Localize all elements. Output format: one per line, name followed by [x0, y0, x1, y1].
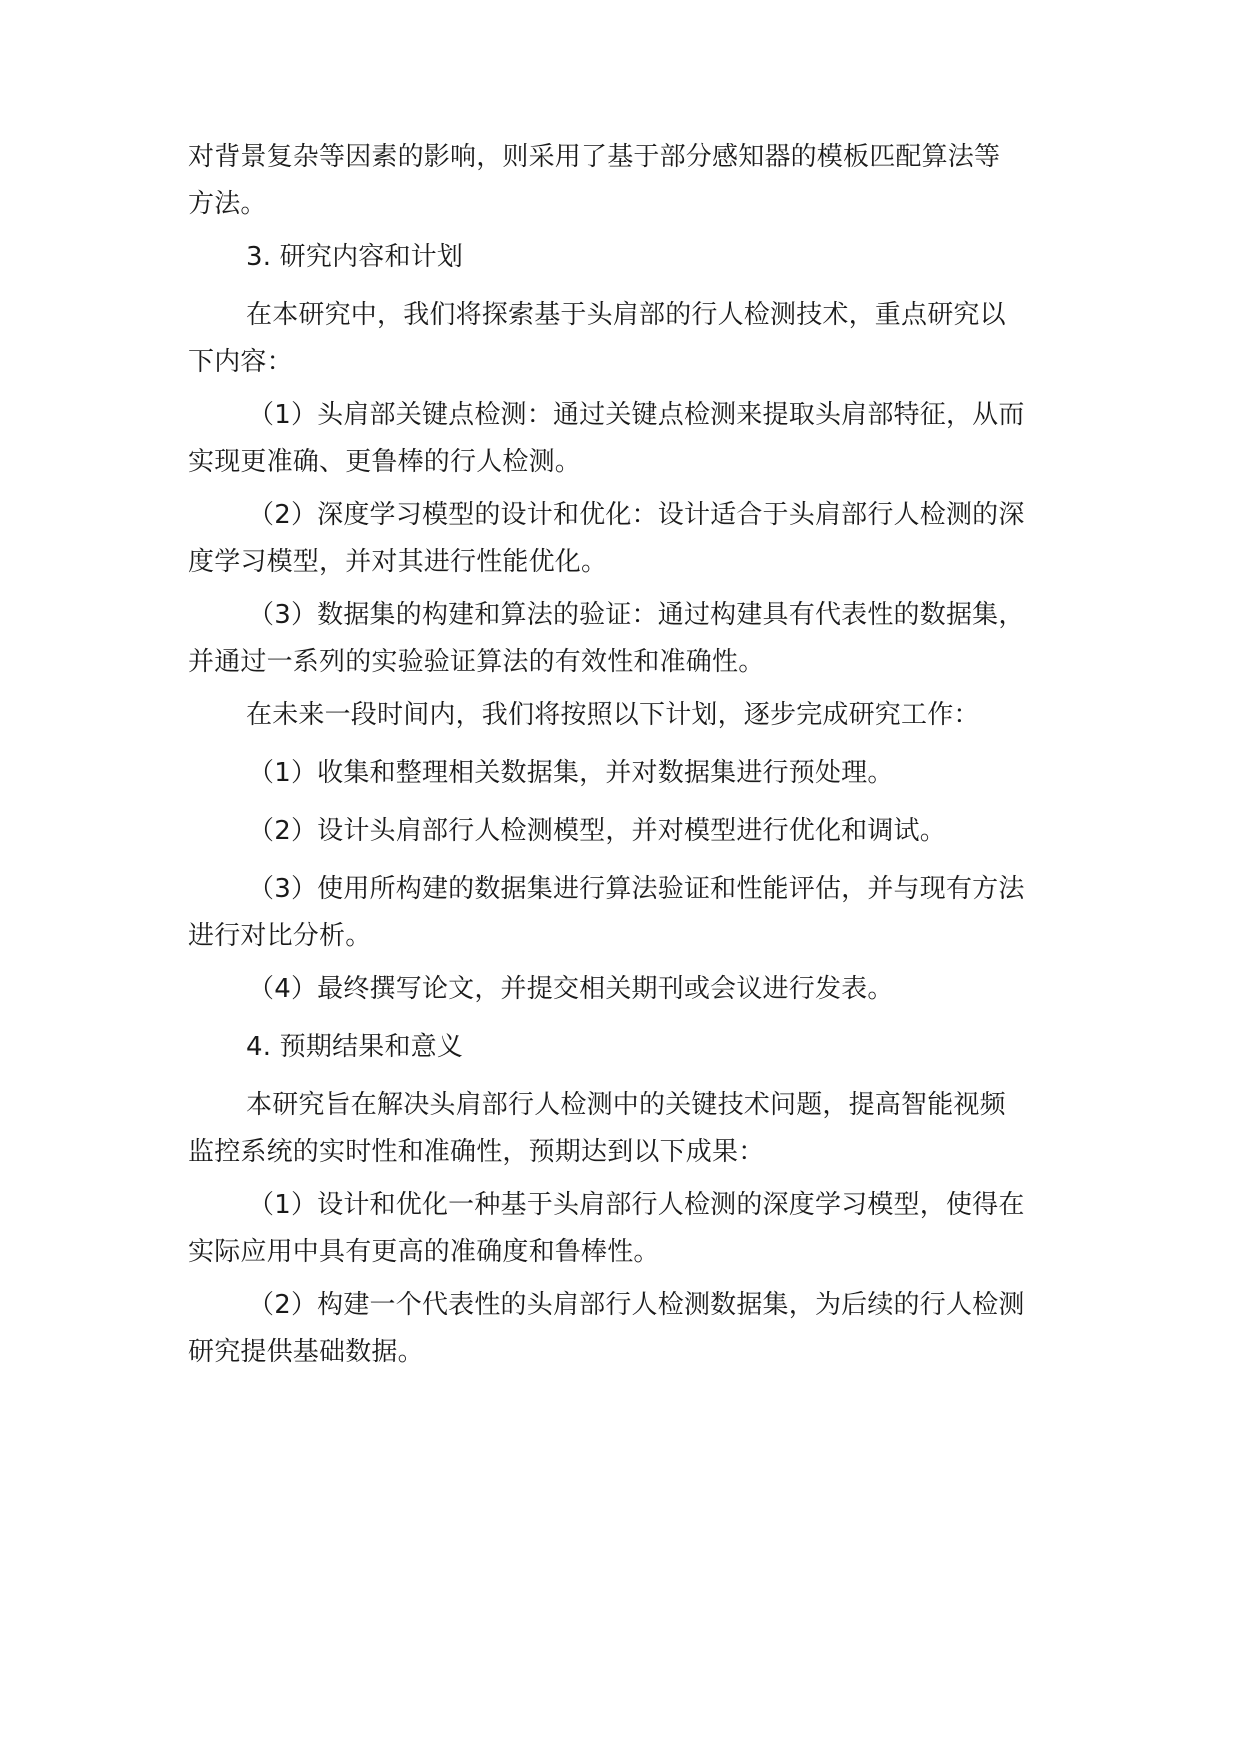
- text-line: （3）使用所构建的数据集进行算法验证和性能评估，并与现有方法: [248, 874, 1025, 904]
- text-line: 实现更准确、更鲁棒的行人检测。: [188, 447, 582, 477]
- text-line: 在本研究中，我们将探索基于头肩部的行人检测技术，重点研究以: [246, 300, 1006, 330]
- text-line: （1）设计和优化一种基于头肩部行人检测的深度学习模型，使得在: [248, 1190, 1025, 1220]
- list-item-plan-2: [188, 808, 1058, 855]
- text-line: （3）数据集的构建和算法的验证：通过构建具有代表性的数据集，: [248, 600, 1025, 630]
- text-line: 进行对比分析。: [188, 921, 372, 951]
- text-line: 对背景复杂等因素的影响，则采用了基于部分感知器的模板匹配算法等: [188, 142, 1001, 172]
- paragraph-expected-intro: [188, 1082, 1058, 1176]
- list-item-plan-3: [188, 866, 1058, 960]
- section-heading-expected-results: [188, 1024, 1058, 1071]
- text-line: （4）最终撰写论文，并提交相关期刊或会议进行发表。: [248, 974, 894, 1004]
- text-line: 本研究旨在解决头肩部行人检测中的关键技术问题，提高智能视频: [246, 1090, 1006, 1120]
- paragraph-plan-intro: [188, 692, 1058, 739]
- text-line: 研究提供基础数据。: [188, 1337, 424, 1367]
- text-line: 方法。: [188, 189, 267, 219]
- section-heading-research-content: [188, 234, 1058, 281]
- list-item-expected-1: [188, 1182, 1058, 1276]
- text-line: 监控系统的实时性和准确性，预期达到以下成果：: [188, 1137, 765, 1167]
- list-item-expected-2: [188, 1282, 1058, 1376]
- text-line: （1）头肩部关键点检测：通过关键点检测来提取头肩部特征，从而: [248, 400, 1025, 430]
- list-item-plan-1: [188, 750, 1058, 797]
- text-line: （2）深度学习模型的设计和优化：设计适合于头肩部行人检测的深: [248, 500, 1025, 530]
- text-line: 并通过一系列的实验验证算法的有效性和准确性。: [188, 647, 765, 677]
- text-line: （2）设计头肩部行人检测模型，并对模型进行优化和调试。: [248, 816, 946, 846]
- text-line: 实际应用中具有更高的准确度和鲁棒性。: [188, 1237, 660, 1267]
- paragraph-research-intro: [188, 292, 1058, 386]
- text-line: 在未来一段时间内，我们将按照以下计划，逐步完成研究工作：: [246, 700, 980, 730]
- text-line: （1）收集和整理相关数据集，并对数据集进行预处理。: [248, 758, 894, 788]
- text-line: 4. 预期结果和意义: [246, 1032, 464, 1062]
- list-item-plan-4: [188, 966, 1058, 1013]
- paragraph-intro-continuation: [188, 134, 1058, 228]
- list-item-content-1: [188, 392, 1058, 486]
- list-item-content-2: [188, 492, 1058, 586]
- text-line: 度学习模型，并对其进行性能优化。: [188, 547, 608, 577]
- text-line: 下内容：: [188, 347, 293, 377]
- text-line: （2）构建一个代表性的头肩部行人检测数据集，为后续的行人检测: [248, 1290, 1025, 1320]
- text-line: 3. 研究内容和计划: [246, 242, 464, 272]
- list-item-content-3: [188, 592, 1058, 686]
